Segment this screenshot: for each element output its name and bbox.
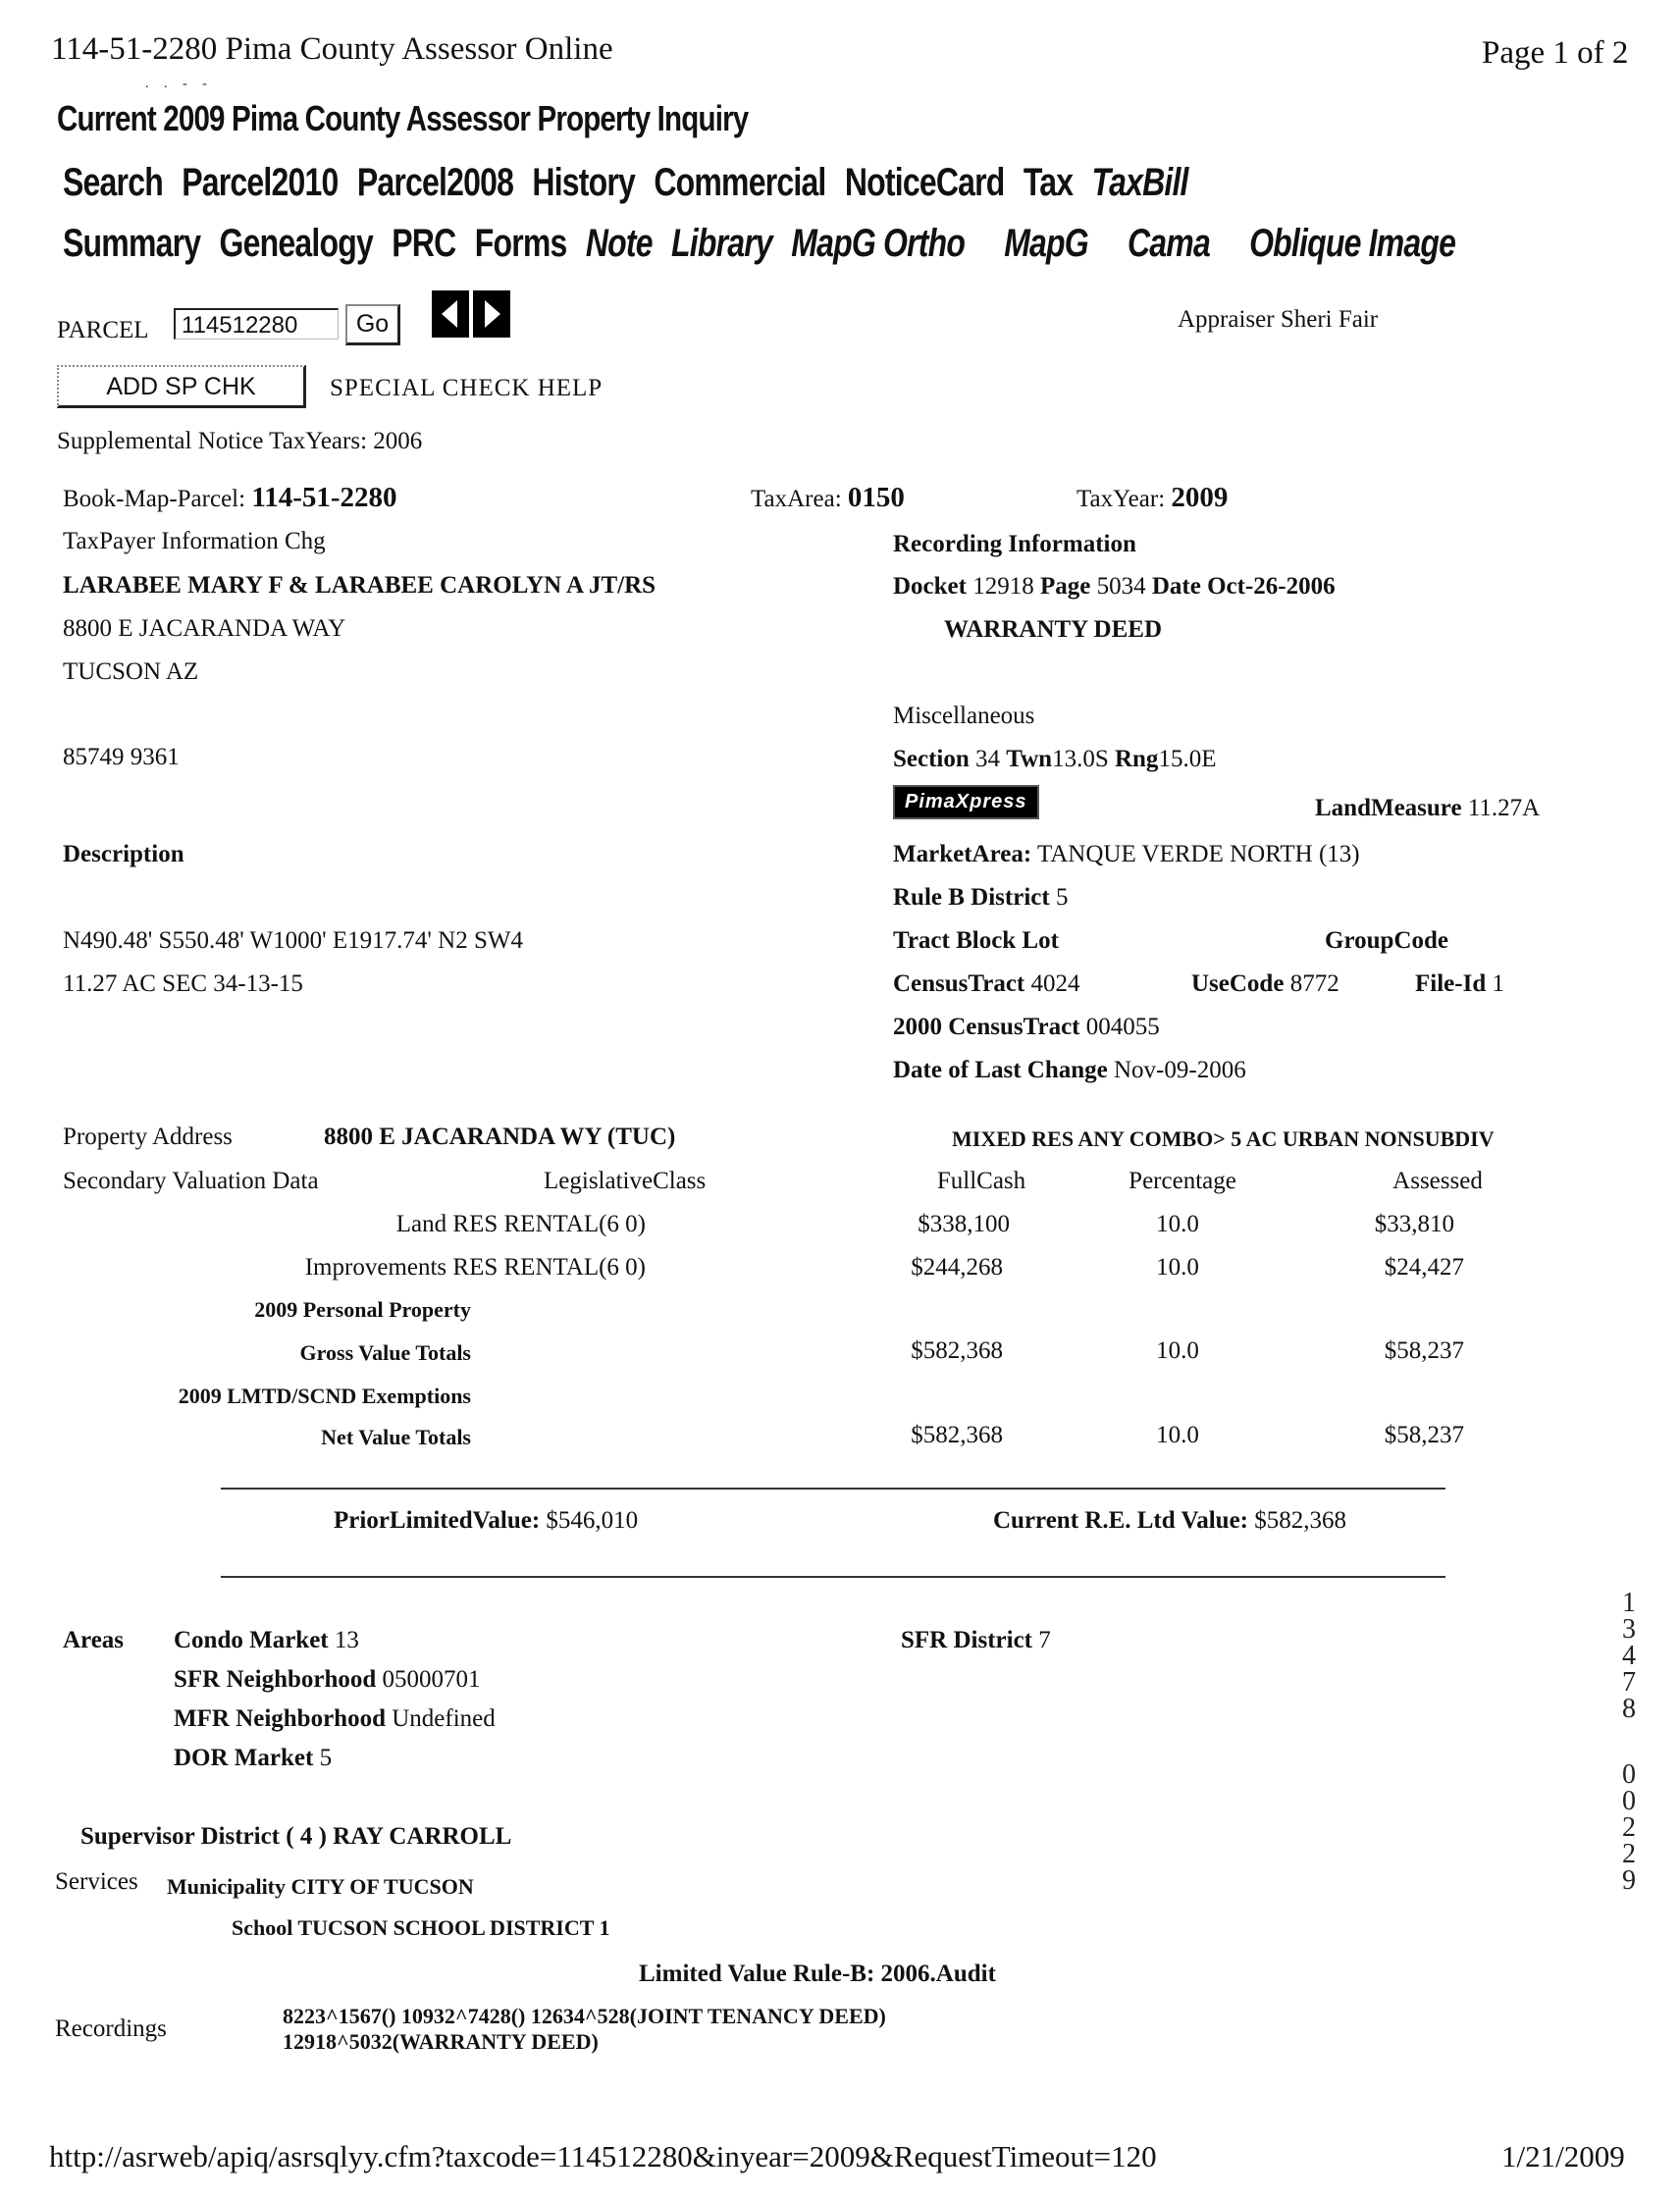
recordings-label: Recordings — [55, 2015, 167, 2042]
val-row-gross-assessed: $58,237 — [1384, 1337, 1464, 1364]
side-stamp-char: 2 — [1622, 1839, 1636, 1869]
condo-market-label: Condo Market — [174, 1627, 329, 1653]
page-title: Current 2009 Pima County Assessor Property Inquiry — [57, 98, 749, 138]
nav-mapg[interactable]: MapG — [1004, 222, 1088, 265]
nav-oblique-image[interactable]: Oblique Image — [1249, 222, 1456, 265]
footer-date: 1/21/2009 — [1501, 2139, 1625, 2173]
val-row-improvements-assessed: $24,427 — [1384, 1254, 1464, 1281]
side-stamp-char — [1615, 1722, 1643, 1761]
twn-value: 13.0S — [1052, 746, 1109, 772]
fullcash-header: FullCash — [936, 1168, 1026, 1194]
prev-parcel-button[interactable] — [432, 290, 469, 338]
arrow-right-icon — [473, 290, 510, 338]
arrow-left-icon — [432, 290, 469, 338]
bmp-label: Book-Map-Parcel: — [63, 486, 246, 512]
fileid-label: File-Id — [1415, 970, 1487, 997]
docket-value: 12918 — [972, 573, 1034, 600]
rng-label: Rng — [1114, 746, 1159, 772]
side-stamp-char: 3 — [1622, 1614, 1636, 1645]
divider-bottom — [221, 1576, 1445, 1578]
marketarea-value: TANQUE VERDE NORTH (13) — [1036, 841, 1360, 867]
nav-parcel2008[interactable]: Parcel2008 — [356, 161, 514, 204]
use-description: MIXED RES ANY COMBO> 5 AC URBAN NONSUBDIV — [952, 1126, 1495, 1151]
parcel-input[interactable]: 114512280 — [174, 308, 339, 340]
val-row-land-label: Land RES RENTAL(6 0) — [395, 1211, 646, 1237]
recordings-line2: 12918^5032(WARRANTY DEED) — [283, 2029, 599, 2054]
nav-forms[interactable]: Forms — [474, 222, 567, 265]
areas-label: Areas — [63, 1627, 125, 1653]
divider-top — [221, 1488, 1445, 1490]
mfr-neighborhood-label: MFR Neighborhood — [174, 1705, 386, 1732]
sfr-neighborhood-label: SFR Neighborhood — [174, 1666, 377, 1693]
nav-history[interactable]: History — [532, 161, 636, 204]
side-stamp-char: 7 — [1622, 1667, 1636, 1698]
description-line2: 11.27 AC SEC 34-13-15 — [63, 970, 303, 997]
val-row-improvements-label: Improvements RES RENTAL(6 0) — [304, 1254, 646, 1281]
footer-url[interactable]: http://asrweb/apiq/asrsqlyy.cfm?taxcode=114512280&inyear=2009&RequestTimeout=120 — [49, 2139, 1157, 2173]
usecode-label: UseCode — [1191, 970, 1285, 997]
usecode-value: 8772 — [1289, 970, 1339, 997]
percentage-header: Percentage — [1129, 1168, 1236, 1194]
add-sp-chk-button[interactable]: ADD SP CHK — [57, 365, 306, 408]
val-row-improvements-pct: 10.0 — [1156, 1254, 1199, 1281]
supervisor-district: Supervisor District ( 4 ) RAY CARROLL — [80, 1823, 512, 1850]
censustract-value: 4024 — [1030, 970, 1080, 997]
landmeasure-label: LandMeasure — [1315, 795, 1462, 821]
census2000-value: 004055 — [1085, 1014, 1160, 1040]
val-row-gross-label: Gross Value Totals — [299, 1340, 471, 1365]
lastchange-label: Date of Last Change — [893, 1057, 1108, 1083]
nav-row-1 — [63, 161, 1199, 205]
recording-heading: Recording Information — [893, 531, 1136, 557]
nav-commercial[interactable]: Commercial — [654, 161, 826, 204]
nav-cama[interactable]: Cama — [1128, 222, 1210, 265]
side-stamp-char: 8 — [1622, 1694, 1636, 1724]
census2000-label: 2000 CensusTract — [893, 1014, 1080, 1040]
taxpayer-address2: TUCSON AZ — [63, 658, 199, 685]
val-row-net-assessed: $58,237 — [1384, 1422, 1464, 1448]
current-ltd-label: Current R.E. Ltd Value: — [993, 1507, 1248, 1534]
side-stamp-char: 2 — [1622, 1812, 1636, 1843]
sfr-district-value: 7 — [1038, 1627, 1051, 1653]
nav-search[interactable]: Search — [63, 161, 163, 204]
property-address: 8800 E JACARANDA WY (TUC) — [324, 1124, 676, 1150]
description-line1: N490.48' S550.48' W1000' E1917.74' N2 SW4 — [63, 927, 523, 954]
nav-row-2 — [63, 222, 1466, 266]
sfr-neighborhood-value: 05000701 — [382, 1666, 481, 1693]
val-row-personal-label: 2009 Personal Property — [254, 1297, 471, 1322]
mfr-neighborhood-value: Undefined — [392, 1705, 496, 1732]
limited-value-rule: Limited Value Rule-B: 2006.Audit — [639, 1961, 996, 1987]
prior-limited-value: $546,010 — [546, 1507, 639, 1534]
tract-block-lot-label: Tract Block Lot — [893, 927, 1059, 954]
side-stamp-char: 0 — [1622, 1786, 1636, 1816]
property-address-label: Property Address — [63, 1124, 233, 1150]
page-header-title: 114-51-2280 Pima County Assessor Online — [51, 31, 613, 67]
current-ltd-value: $582,368 — [1254, 1507, 1346, 1534]
val-row-land-fullcash: $338,100 — [918, 1211, 1010, 1237]
landmeasure-value: 11.27A — [1467, 795, 1541, 821]
val-row-net-label: Net Value Totals — [321, 1425, 471, 1449]
sfr-district-label: SFR District — [901, 1627, 1032, 1653]
val-row-land-assessed: $33,810 — [1374, 1211, 1454, 1237]
nav-taxbill[interactable]: TaxBill — [1091, 161, 1188, 204]
dor-market-value: 5 — [319, 1745, 333, 1771]
services-label: Services — [55, 1868, 138, 1895]
parcel-label: PARCEL — [57, 317, 149, 343]
ruleb-label: Rule B District — [893, 884, 1050, 911]
side-stamp — [1615, 1590, 1643, 1894]
taxarea-label: TaxArea: — [751, 486, 842, 512]
val-row-exemptions-label: 2009 LMTD/SCND Exemptions — [178, 1384, 471, 1408]
recordings-line1: 8223^1567() 10932^7428() 12634^528(JOINT TENANCY DEED) — [283, 2004, 886, 2028]
nav-genealogy[interactable]: Genealogy — [219, 222, 373, 265]
misc-heading: Miscellaneous — [893, 703, 1035, 729]
nav-library[interactable]: Library — [671, 222, 772, 265]
val-row-land-pct: 10.0 — [1156, 1211, 1199, 1237]
page-label: Page — [1039, 573, 1091, 600]
taxpayer-name: LARABEE MARY F & LARABEE CAROLYN A JT/RS — [63, 572, 656, 599]
next-parcel-button[interactable] — [473, 290, 510, 338]
taxpayer-heading[interactable]: TaxPayer Information Chg — [63, 528, 326, 554]
school-district: School TUCSON SCHOOL DISTRICT 1 — [232, 1915, 610, 1940]
nav-mapg-ortho[interactable]: MapG Ortho — [791, 222, 966, 265]
taxarea-value: 0150 — [847, 482, 905, 513]
legislative-class-label: LegislativeClass — [544, 1168, 707, 1194]
censustract-label: CensusTract — [893, 970, 1025, 997]
docket-label: Docket — [893, 573, 967, 600]
side-stamp-char: 1 — [1622, 1588, 1636, 1618]
page-value: 5034 — [1096, 573, 1146, 600]
pimaxpress-button[interactable]: PimaXpress — [893, 785, 1039, 819]
dor-market-label: DOR Market — [174, 1745, 314, 1771]
nav-noticecard[interactable]: NoticeCard — [844, 161, 1005, 204]
val-row-net-pct: 10.0 — [1156, 1422, 1199, 1448]
side-stamp-char: 0 — [1622, 1759, 1636, 1790]
page-number: Page 1 of 2 — [1482, 35, 1629, 71]
section-label: Section — [893, 746, 970, 772]
nav-parcel2010[interactable]: Parcel2010 — [182, 161, 339, 204]
side-stamp-char: 4 — [1622, 1641, 1636, 1671]
supplemental-notice: Supplemental Notice TaxYears: 2006 — [57, 428, 423, 454]
go-button[interactable]: Go — [345, 304, 400, 345]
fileid-value: 1 — [1492, 970, 1504, 997]
date-label: Date — [1151, 573, 1201, 600]
description-heading: Description — [63, 841, 184, 867]
section-value: 34 — [975, 746, 1001, 772]
side-stamp-char: 9 — [1622, 1865, 1636, 1896]
val-row-improvements-fullcash: $244,268 — [911, 1254, 1003, 1281]
groupcode-label: GroupCode — [1325, 927, 1448, 954]
scan-mark: . . - - — [145, 77, 213, 91]
taxpayer-address1: 8800 E JACARANDA WAY — [63, 615, 346, 642]
prior-limited-label: PriorLimitedValue: — [334, 1507, 541, 1534]
taxpayer-zip: 85749 9361 — [63, 744, 180, 770]
nav-prc[interactable]: PRC — [392, 222, 456, 265]
rng-value: 15.0E — [1158, 746, 1217, 772]
deed-type: WARRANTY DEED — [944, 616, 1163, 643]
taxyear-label: TaxYear: — [1076, 486, 1166, 512]
nav-tax[interactable]: Tax — [1023, 161, 1074, 204]
val-row-gross-fullcash: $582,368 — [911, 1337, 1003, 1364]
nav-note[interactable]: Note — [585, 222, 653, 265]
marketarea-label: MarketArea: — [893, 841, 1032, 867]
val-row-gross-pct: 10.0 — [1156, 1337, 1199, 1364]
taxyear-value: 2009 — [1171, 482, 1229, 513]
ruleb-value: 5 — [1055, 884, 1069, 911]
val-row-net-fullcash: $582,368 — [911, 1422, 1003, 1448]
appraiser: Appraiser Sheri Fair — [1178, 306, 1379, 333]
bmp-value: 114-51-2280 — [251, 482, 397, 513]
assessed-header: Assessed — [1392, 1168, 1483, 1194]
twn-label: Twn — [1006, 746, 1053, 772]
special-check-help-link[interactable]: SPECIAL CHECK HELP — [330, 375, 604, 401]
municipality: Municipality CITY OF TUCSON — [167, 1874, 474, 1899]
secondary-valuation-label: Secondary Valuation Data — [63, 1168, 319, 1194]
condo-market-value: 13 — [334, 1627, 359, 1653]
date-value: Oct-26-2006 — [1207, 573, 1336, 600]
nav-summary[interactable]: Summary — [63, 222, 201, 265]
lastchange-value: Nov-09-2006 — [1114, 1057, 1246, 1083]
